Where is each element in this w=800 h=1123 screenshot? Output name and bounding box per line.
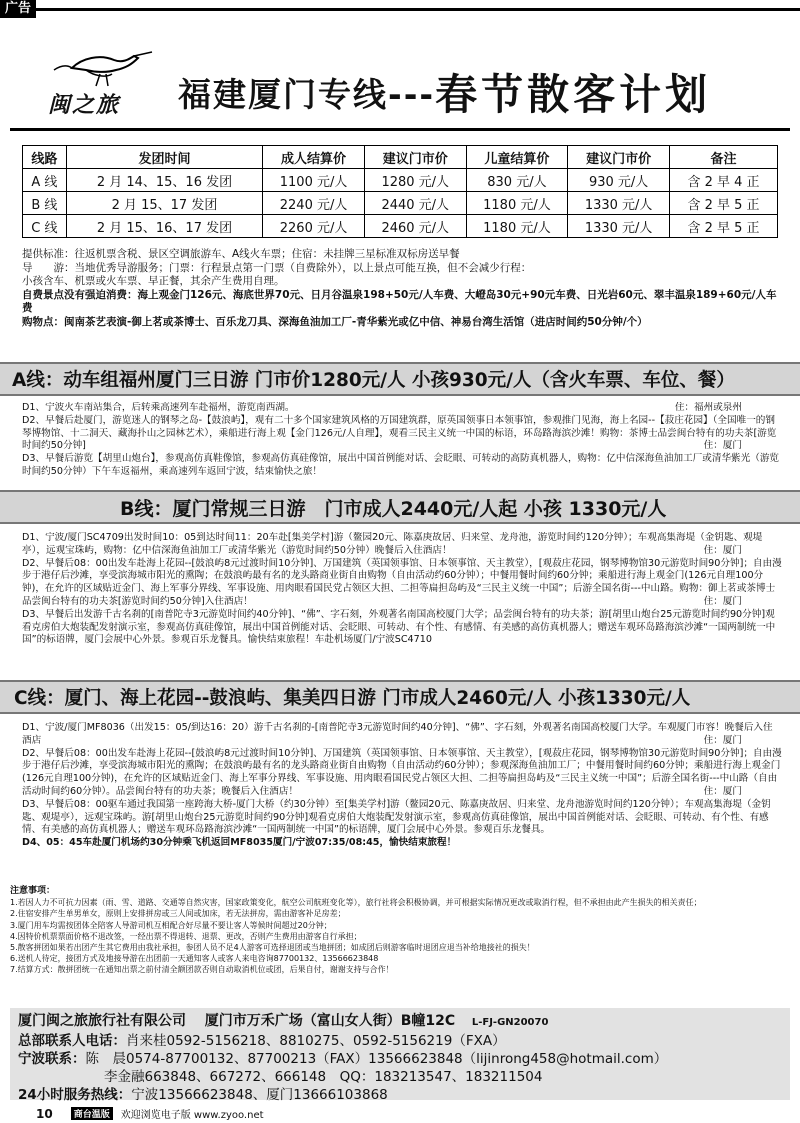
header-cell: 建议门市价 bbox=[568, 146, 670, 169]
day-stay: 住：厦门 bbox=[703, 785, 742, 797]
day-text: D2、早餐后赴厦门，游览迷人的钢琴之岛-【鼓浪屿】，观有二十多个国家建筑风格的万国建筑群，原英国领事日本领事馆，参观推门见海，海上名园--【菽庄花园】（全国唯一的钢琴博物馆、十二洞天、藏海扑山之园林艺术），乘船进行海上观【金门126元/人自理】，观看三民主义统一中国的标语，环岛路海滨沙滩！购物：茶博士品尝闽台特有的功夫茶[游览时间约50分钟] bbox=[22, 414, 777, 452]
notice-item: 4.因特价机票票面价格不退改签，一经出票不得退转、退票、更改，否则产生费用由游客自行承担； bbox=[10, 931, 362, 941]
table-cell: 2260 元/人 bbox=[263, 215, 365, 238]
table-row bbox=[23, 192, 778, 215]
table-cell: 含 2 早 5 正 bbox=[669, 192, 777, 215]
banner-line-b: B线：厦门常规三日游 门市成人2440元/人起 小孩 1330元/人 bbox=[0, 490, 800, 524]
section-line-c bbox=[22, 722, 782, 872]
header-cell: 发团时间 bbox=[66, 146, 263, 169]
banner-line-a: A线：动车组福州厦门三日游 门市价1280元/人 小孩930元/人（含火车票、车位、餐） bbox=[0, 362, 800, 396]
table-cell: 930 元/人 bbox=[568, 169, 670, 192]
table-cell: 2 月 14、15、16 发团 bbox=[66, 169, 263, 192]
hq-contact bbox=[18, 1032, 782, 1050]
company-line bbox=[18, 1012, 782, 1032]
top-rule bbox=[36, 8, 800, 11]
page-title bbox=[178, 66, 788, 118]
tour-info bbox=[22, 248, 782, 329]
ningbo-contact-2: 李金融663848、667272、666148 QQ：183213547、183211504 bbox=[104, 1069, 543, 1085]
section-line-a bbox=[22, 402, 782, 480]
header-cell: 成人结算价 bbox=[263, 146, 365, 169]
table-cell: 1180 元/人 bbox=[466, 192, 568, 215]
notice-item: 1.若因人力不可抗力因素（雨、雪、道路、交通等自然灾害，国家政策变化，航空公司航班变化等），旅行社将会积极协调，并可根据实际情况更改或取消行程，但不承担由此产生损失的相关责任； bbox=[10, 898, 702, 908]
table-cell: 2 月 15、17 发团 bbox=[66, 192, 263, 215]
ningbo-label: 宁波联系： bbox=[18, 1051, 86, 1067]
itinerary-day bbox=[22, 402, 782, 415]
info-standard: 提供标准：往返机票含税、景区空调旅游车、A线火车票；住宿：未挂牌三星标准双标房送早餐 bbox=[22, 248, 460, 260]
table-cell: B 线 bbox=[23, 192, 67, 215]
itinerary-day bbox=[22, 748, 782, 799]
header-cell: 建议门市价 bbox=[364, 146, 466, 169]
itinerary-day: D4、05：45车赴厦门机场约30分钟乘飞机返回MF8035厦门/宁波07:35/08:45，愉快结束旅程！ bbox=[22, 837, 457, 849]
title-part2: 春节散客计划 bbox=[435, 70, 712, 119]
contact-footer bbox=[10, 1008, 790, 1103]
table-row bbox=[23, 215, 778, 238]
table-cell: C 线 bbox=[23, 215, 67, 238]
day-text: D2、早餐后08：00出发车赴海上花园--[鼓浪屿8元过渡时间10分钟]、万国建筑（英国领事馆、日本领事馆、天主教堂），[观菽庄花园，钢琴博物馆30元游览时间90分钟]；自由漫步于港仔后沙滩，享受滨海城市阳光的熏陶；在鼓浪屿最有名的龙头路商业街自由购物（自由活动约60分钟）；中餐用餐时间约60分钟；乘船进行海上观金门(126元自理100分钟)，在允许的区域贴近金门、海上军事分界线、军事设施、用肉眼看国民党占领区大担、二担等扁担岛屿及“三民主义统一中国”；后游全国名街---中山路。购物：御上茗或茶博士品尝闽台特有的功夫茶[游览时间约50分钟]入住酒店！ bbox=[22, 557, 782, 607]
edition-badge: 商台温版 bbox=[71, 1107, 113, 1120]
ningbo-contact bbox=[18, 1050, 782, 1068]
day-stay: 住：厦门 bbox=[703, 734, 742, 746]
table-row bbox=[23, 169, 778, 192]
itinerary-day bbox=[22, 558, 782, 609]
table-cell: 1180 元/人 bbox=[466, 215, 568, 238]
itinerary-day bbox=[22, 415, 782, 453]
price-table bbox=[22, 145, 778, 238]
hq-value: 肖来桂0592-5156218、8810275、0592-5156219（FXA） bbox=[126, 1033, 506, 1049]
notice-block bbox=[10, 886, 790, 976]
hotline bbox=[18, 1086, 782, 1104]
table-cell: 1100 元/人 bbox=[263, 169, 365, 192]
page-footer bbox=[0, 1104, 800, 1123]
title-part1: 福建厦门专线--- bbox=[178, 74, 436, 114]
info-child: 小孩含车、机票或火车票、早正餐，其余产生费用自理。 bbox=[22, 275, 285, 287]
ningbo-value: 陈 晨0574-87700132、87700213（FAX）13566623848（lijinrong458@hotmail.com） bbox=[85, 1051, 668, 1067]
itinerary-day: D3、早餐后08：00驱车通过我国第一座跨海大桥-厦门大桥（约30分钟）至[集美学村]游（鳌园20元、陈嘉庚故居、归来堂、龙舟池游览时间约120分钟）；车观高集海堤（金钥匙、观堤亭），远观宝珠屿。游[胡里山炮台25元游览时间约90分钟]观看克虏伯大炮装配发射演示室，参观高仿真硅像馆，展出中国首例能对话、会眨眼、可转动、有个性、有感情、有美感的高仿真机器人；赠送车观环岛路海滨沙滩“一国两制统一中国”的标语牌，厦门会展中心外景。参观百乐龙餐具。 bbox=[22, 798, 771, 836]
license-number: L-FJ-GN20070 bbox=[471, 1017, 549, 1028]
notice-item: 5.散客拼团如果若出团产生其它费用由我社承担，参团人员不足4人游客可选择退团或当地拼团；如成团后则游客临时退团应退当补给地接社的损失！ bbox=[10, 943, 535, 953]
table-cell: 1330 元/人 bbox=[568, 215, 670, 238]
table-header-row bbox=[23, 146, 778, 169]
notice-item: 7.结算方式：散拼团统一在通知出票之前付清全额团款否则自动取消机位或团，后果自付，谢谢支持与合作！ bbox=[10, 965, 394, 975]
table-cell: 830 元/人 bbox=[466, 169, 568, 192]
header-cell: 线路 bbox=[23, 146, 67, 169]
page-number: 10 bbox=[36, 1106, 53, 1121]
hotline-value: 宁波13566623848、厦门13666103868 bbox=[131, 1087, 388, 1103]
header-cell: 备注 bbox=[669, 146, 777, 169]
notice-title: 注意事项： bbox=[10, 886, 56, 896]
banner-line-c: C线：厦门、海上花园--鼓浪屿、集美四日游 门市成人2460元/人 小孩1330元/人 bbox=[0, 680, 800, 714]
table-cell: 2440 元/人 bbox=[364, 192, 466, 215]
notice-item: 2.住宿安排产生单男单女，原则上安排拼房或三人间或加床，若无法拼房，需由游客补足房差； bbox=[10, 909, 346, 919]
table-cell: 1330 元/人 bbox=[568, 192, 670, 215]
hq-label: 总部联系人电话： bbox=[18, 1033, 126, 1049]
info-optional: 自费景点没有强迫消费：海上观金门126元、海底世界70元、日月谷温泉198+50元/人车费、大嶝岛30元+90元车费、日光岩60元、翠丰温泉189+60元/人车费 bbox=[22, 288, 777, 314]
info-guide: 导 游：当地优秀导游服务；门票：行程景点第一门票（自费除外），以上景点可能互换，但不会减少行程： bbox=[22, 261, 532, 274]
day-stay: 住：福州或泉州 bbox=[674, 402, 742, 413]
day-text: D1、宁波/厦门SC4709出发时间10：05到达时间11：20车赴[集美学村]游（鳌园20元、陈嘉庚故居、归来堂、龙舟池，游览时间约120分钟）；车观高集海堤（金钥匙、观堤亭），远观宝珠屿，购物：亿中信深海鱼油加工厂或清华紫光（游览时间约50分钟）晚餐后入住酒店！ bbox=[22, 532, 763, 556]
itinerary-day bbox=[22, 722, 782, 748]
day-stay: 住：厦门 bbox=[703, 440, 742, 452]
table-cell: 含 2 早 4 正 bbox=[669, 169, 777, 192]
day-stay: 住：厦门 bbox=[703, 595, 742, 607]
itinerary-day: D3、早餐后游览【胡里山炮台】，参观高仿真鞋像馆，参观高仿真硅像馆，展出中国首例能对话、会眨眼、可转动的高防真机器人，购物：亿中信深海鱼油加工厂或清华紫光（游览时间约50分钟）下午车返福州，乘高速列车返回宁波，结束愉快之旅！ bbox=[22, 453, 780, 477]
table-cell: 2460 元/人 bbox=[364, 215, 466, 238]
table-cell: A 线 bbox=[23, 169, 67, 192]
company-address: 厦门市万禾广场（富山女人街）B幢12C bbox=[204, 1013, 456, 1029]
day-text: D1、宁波/厦门MF8036（出发15：05/到达16：20）游千古名刹的-[南普陀寺3元游览时间约40分钟]、“佛”、字石刻，外观著名南国高校厦门大学。车观厦门市容！晚餐后入住酒店 bbox=[22, 722, 773, 746]
notice-item: 3.厦门用车均需按团体全陪客人导游司机互相配合好尽量不要让客人等候时间超过20分钟； bbox=[10, 920, 332, 930]
section-line-b bbox=[22, 532, 782, 672]
table-cell: 2 月 15、16、17 发团 bbox=[66, 215, 263, 238]
table-cell: 2240 元/人 bbox=[263, 192, 365, 215]
day-stay: 住：厦门 bbox=[703, 544, 742, 556]
info-shopping: 购物点：闽南茶艺表演-御上茗或茶博士、百乐龙刀具、深海鱼油加工厂-青华紫光或亿中信、神易台湾生活馆（进店时间约50分钟/个） bbox=[22, 315, 648, 328]
title-rule bbox=[10, 128, 790, 131]
table-cell: 1280 元/人 bbox=[364, 169, 466, 192]
itinerary-day: D3、早餐后出发游千古名刹的[南普陀寺3元游览时间约40分钟]、“佛”、字石刻，外观著名南国高校厦门大学；品尝闽台特有的功夫茶；游[胡里山炮台25元游览时间约90分钟]观看克虏伯大炮装配发射演示室，参观高仿真硅像馆，展出中国首例能对话、会眨眼、可转动、有个性、有感情、有美感的高仿真机器人；赠送车观环岛路海滨沙滩“一国两制统一中国”的标语牌，厦门会展中心外景。参观百乐龙餐具。愉快结束旅程！车赴机场厦门/宁波SC4710 bbox=[22, 608, 776, 646]
logo-text: 闽之旅 bbox=[48, 92, 121, 118]
day-text: D1、宁波火车南站集合，后转乘高速列车赴福州，游览南西湖。 bbox=[22, 402, 295, 413]
notice-item: 6.送机人待定，接团方式及地接导游在出团前一天通知客人或客人来电咨询87700132、13566623848 bbox=[10, 954, 379, 964]
header-cell: 儿童结算价 bbox=[466, 146, 568, 169]
itinerary-day bbox=[22, 532, 782, 558]
website-link[interactable]: 欢迎浏览电子版 www.zyoo.net bbox=[120, 1110, 264, 1121]
company-name: 厦门闽之旅旅行社有限公司 bbox=[18, 1013, 186, 1029]
ad-tag: 广告 bbox=[0, 0, 36, 18]
day-text: D2、早餐后08：00出发车赴海上花园--[鼓浪屿8元过渡时间10分钟]、万国建筑（英国领事馆、日本领事馆、天主教堂），[观菽庄花园，钢琴博物馆30元游览时间90分钟]；自由漫步于港仔后沙滩，享受滨海城市阳光的熏陶；在鼓浪屿最有名的龙头路商业街自由购物（自由活动约60分钟）；参观深海鱼油加工厂；中餐用餐时间约60分钟；乘船进行海上观金门(126元自理100分钟)，在允许的区域贴近金门、海上军事分界线、军事设施、用肉眼看国民党占领区大担、二担等扁担岛屿及“三民主义统一中国”；后游全国名街---中山路（自由活动时间约60分钟）。品尝闽台特有的功夫茶；晚餐后入住酒店！ bbox=[22, 747, 782, 797]
hotline-label: 24小时服务热线： bbox=[18, 1087, 132, 1103]
table-cell: 含 2 早 5 正 bbox=[669, 215, 777, 238]
